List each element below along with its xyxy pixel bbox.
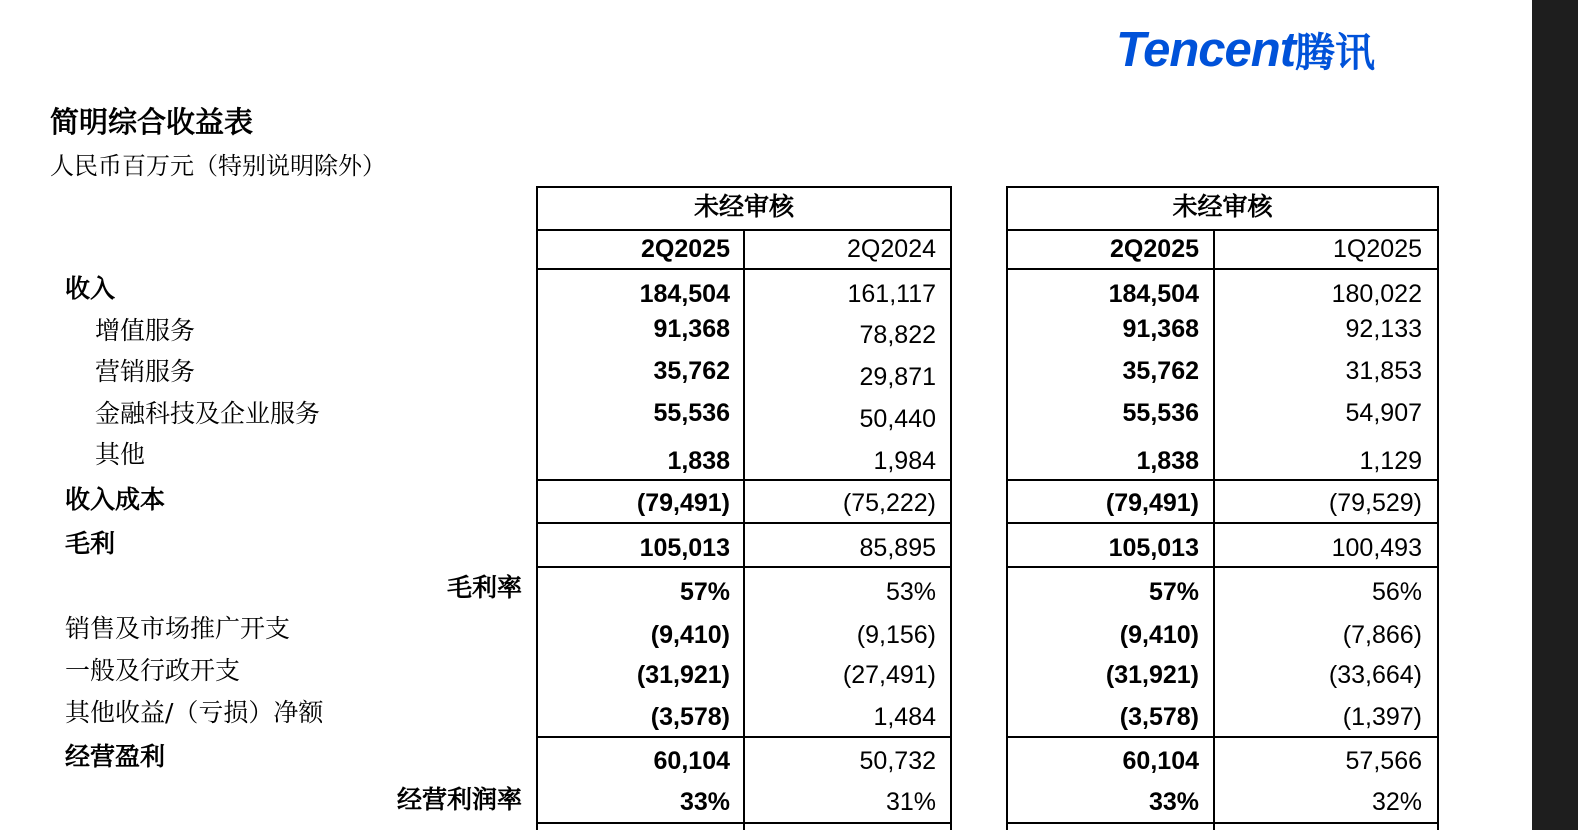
row-label: 收入成本 — [65, 485, 166, 514]
rule — [1006, 736, 1439, 738]
table-cell: 1,984 — [873, 447, 936, 475]
row-label: 金融科技及企业服务 — [95, 399, 321, 428]
rule — [1006, 566, 1439, 568]
rule — [1006, 522, 1439, 524]
row-label: 一般及行政开支 — [65, 656, 241, 685]
group-header-left: 未经审核 — [693, 192, 794, 221]
table-cell: 105,013 — [639, 534, 730, 562]
table-cell: 78,822 — [859, 321, 936, 349]
scrollbar[interactable] — [1532, 0, 1578, 830]
table-cell: 91,368 — [1122, 315, 1199, 343]
table-cell: 54,907 — [1345, 399, 1422, 427]
table-cell: (79,491) — [636, 489, 730, 517]
table-cell: 100,493 — [1331, 534, 1422, 562]
rule — [1006, 229, 1439, 231]
table-cell: (3,578) — [1119, 703, 1199, 731]
table-cell: 85,895 — [859, 534, 936, 562]
column-header: 1Q2025 — [1333, 235, 1422, 263]
table-cell: 184,504 — [639, 280, 730, 308]
table-cell: 105,013 — [1108, 534, 1199, 562]
table-cell: (31,921) — [636, 661, 730, 689]
table-cell: (27,491) — [842, 661, 936, 689]
table-cell: (9,156) — [856, 621, 936, 649]
table-cell: 33% — [1148, 788, 1199, 816]
table-cell: 92,133 — [1345, 315, 1422, 343]
table-cell: (31,921) — [1105, 661, 1199, 689]
row-label: 毛利 — [65, 529, 116, 558]
row-label: 收入 — [65, 274, 116, 303]
table-cell: 32% — [1371, 788, 1422, 816]
table-cell: (75,222) — [842, 489, 936, 517]
table-cell: 50,732 — [859, 747, 936, 775]
column-header: 2Q2024 — [847, 235, 936, 263]
table-cell: (9,410) — [650, 621, 730, 649]
table-cell: 55,536 — [653, 399, 730, 427]
table-cell: (1,397) — [1342, 703, 1422, 731]
table-cell: 57,566 — [1345, 747, 1422, 775]
table-cell: 31,853 — [1345, 357, 1422, 385]
row-label: 营销服务 — [95, 357, 196, 386]
table-cell: 91,368 — [653, 315, 730, 343]
table-cell: 184,504 — [1108, 280, 1199, 308]
table-cell: 1,838 — [667, 447, 730, 475]
row-label: 增值服务 — [95, 316, 196, 345]
row-label: 其他收益/（亏损）净额 — [65, 698, 324, 727]
table-cell: (3,578) — [650, 703, 730, 731]
table-cell: (7,866) — [1342, 621, 1422, 649]
tencent-logo: Tencent腾讯 — [1116, 23, 1376, 77]
table-cell: (33,664) — [1328, 661, 1422, 689]
table-cell: 53% — [885, 578, 936, 606]
table-cell: 1,129 — [1359, 447, 1422, 475]
rule — [1006, 479, 1439, 481]
table-cell: 50,440 — [859, 405, 936, 433]
group-header-right: 未经审核 — [1172, 192, 1273, 221]
table-cell: 31% — [885, 788, 936, 816]
column-header: 2Q2025 — [641, 235, 730, 263]
table-cell: 56% — [1371, 578, 1422, 606]
table-cell: 60,104 — [653, 747, 730, 775]
table-cell: 1,484 — [873, 703, 936, 731]
column-header: 2Q2025 — [1110, 235, 1199, 263]
row-label: 经营盈利 — [65, 742, 166, 771]
row-label: 毛利率 — [446, 573, 522, 602]
row-label: 经营利润率 — [396, 785, 522, 814]
table-cell: 1,838 — [1136, 447, 1199, 475]
table-cell: 57% — [679, 578, 730, 606]
page-title: 简明综合收益表 — [50, 105, 254, 139]
table-cell: 35,762 — [653, 357, 730, 385]
page-subtitle: 人民币百万元（特别说明除外） — [50, 152, 386, 180]
table-cell: 29,871 — [859, 363, 936, 391]
table-cell: (79,529) — [1328, 489, 1422, 517]
table-cell: 55,536 — [1122, 399, 1199, 427]
rule — [1006, 268, 1439, 270]
table-cell: 57% — [1148, 578, 1199, 606]
table-cell: (9,410) — [1119, 621, 1199, 649]
table-cell: 180,022 — [1331, 280, 1422, 308]
table-cell: 161,117 — [847, 280, 936, 308]
table-cell: (79,491) — [1105, 489, 1199, 517]
table-cell: 35,762 — [1122, 357, 1199, 385]
table-cell: 60,104 — [1122, 747, 1199, 775]
row-label: 销售及市场推广开支 — [65, 614, 291, 643]
row-label: 其他 — [95, 440, 146, 469]
table-cell: 33% — [679, 788, 730, 816]
rule — [1006, 822, 1439, 824]
